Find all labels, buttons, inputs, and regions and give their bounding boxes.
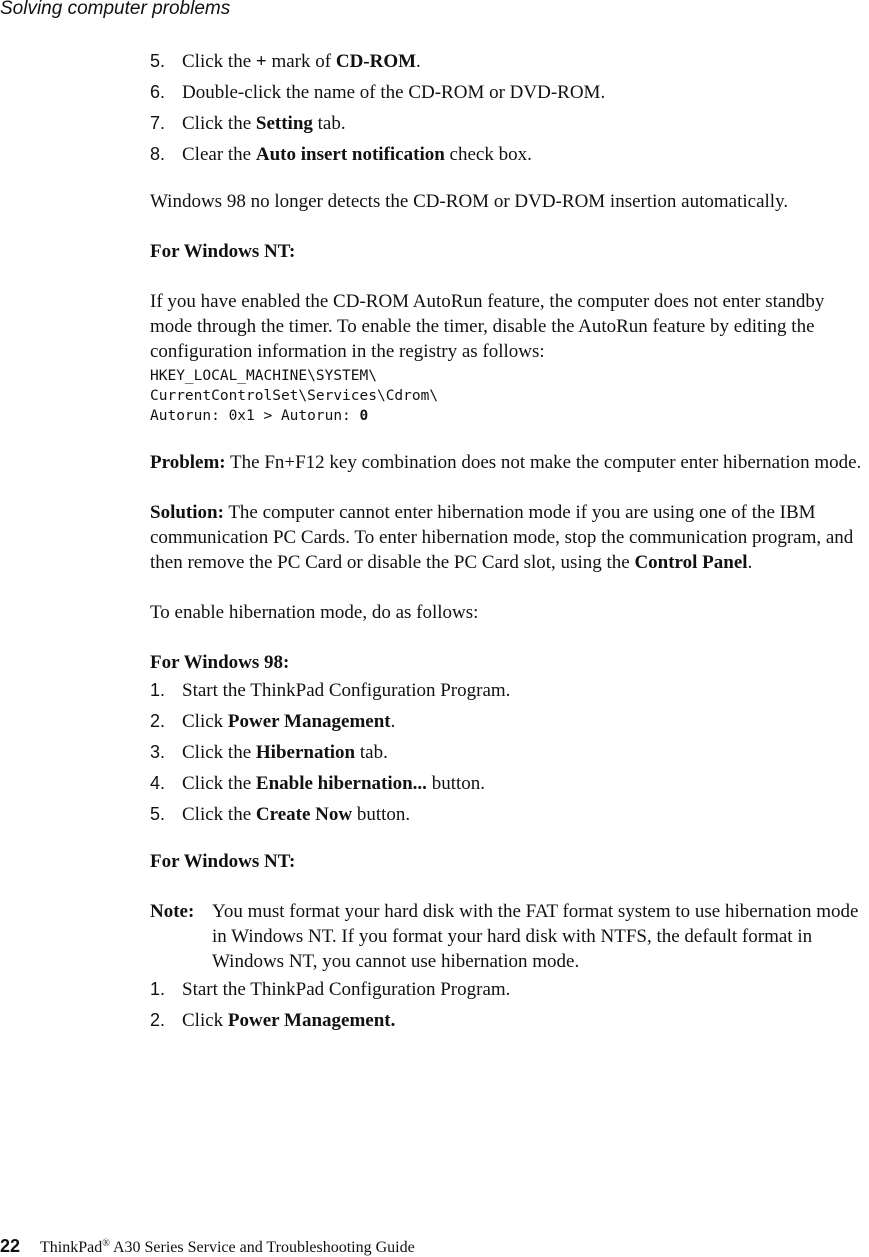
steps-list-win98 bbox=[150, 675, 869, 830]
heading-windows-nt-2: For Windows NT: bbox=[150, 851, 296, 872]
steps-list-nt bbox=[150, 974, 869, 1036]
list-item: 1. Start the ThinkPad Configuration Program. bbox=[150, 680, 511, 701]
list-item: 2. Click Power Management. bbox=[150, 711, 396, 732]
list-item: 1. Start the ThinkPad Configuration Program. bbox=[150, 979, 511, 1000]
heading-windows-98: For Windows 98: bbox=[150, 652, 290, 673]
page-footer bbox=[0, 1236, 415, 1257]
page-content bbox=[150, 46, 869, 1036]
note-text: You must format your hard disk with the FAT format system to use hibernation mode in Windows NT. If you format your hard disk with NTFS, the default format in Windows NT, you cannot use hibernation mode. bbox=[212, 901, 859, 972]
list-item: 2. Click Power Management. bbox=[150, 1010, 396, 1031]
list-item: 3. Click the Hibernation tab. bbox=[150, 742, 388, 763]
list-item: 8. Clear the Auto insert notification check box. bbox=[150, 144, 532, 165]
paragraph-autorun: If you have enabled the CD-ROM AutoRun feature, the computer does not enter standby mode through the timer. To enable the timer, disable the AutoRun feature by editing the configuration information in the registry as follows: bbox=[150, 291, 825, 362]
list-item: 5. Click the + mark of CD-ROM. bbox=[150, 51, 421, 72]
list-item: 7. Click the Setting tab. bbox=[150, 113, 346, 134]
solution-paragraph: Solution: The computer cannot enter hibernation mode if you are using one of the IBM communication PC Cards. To enter hibernation mode, stop the communication program, and then remove the PC Card or disable the PC Card slot, using the Control Panel. bbox=[150, 502, 854, 573]
registry-path: HKEY_LOCAL_MACHINE\SYSTEM\ CurrentControlSet\Services\Cdrom\ Autorun: 0x1 > Autorun: 0 bbox=[150, 368, 439, 424]
running-header: Solving computer problems bbox=[0, 0, 231, 19]
steps-list-cdrom bbox=[150, 46, 869, 170]
note-block bbox=[150, 899, 869, 974]
page-number: 22 bbox=[0, 1236, 21, 1256]
paragraph-win98-detect: Windows 98 no longer detects the CD-ROM or DVD-ROM insertion automatically. bbox=[150, 191, 789, 212]
heading-windows-nt: For Windows NT: bbox=[150, 241, 296, 262]
paragraph-enable-hibernation: To enable hibernation mode, do as follows: bbox=[150, 602, 479, 623]
book-title: ThinkPad® A30 Series Service and Troubleshooting Guide bbox=[40, 1238, 415, 1256]
note-label: Note: bbox=[150, 901, 195, 922]
list-item: 5. Click the Create Now button. bbox=[150, 804, 411, 825]
list-item: 6. Double-click the name of the CD-ROM or DVD-ROM. bbox=[150, 82, 606, 103]
problem-paragraph: Problem: The Fn+F12 key combination does not make the computer enter hibernation mode. bbox=[150, 452, 862, 473]
list-item: 4. Click the Enable hibernation... button. bbox=[150, 773, 485, 794]
